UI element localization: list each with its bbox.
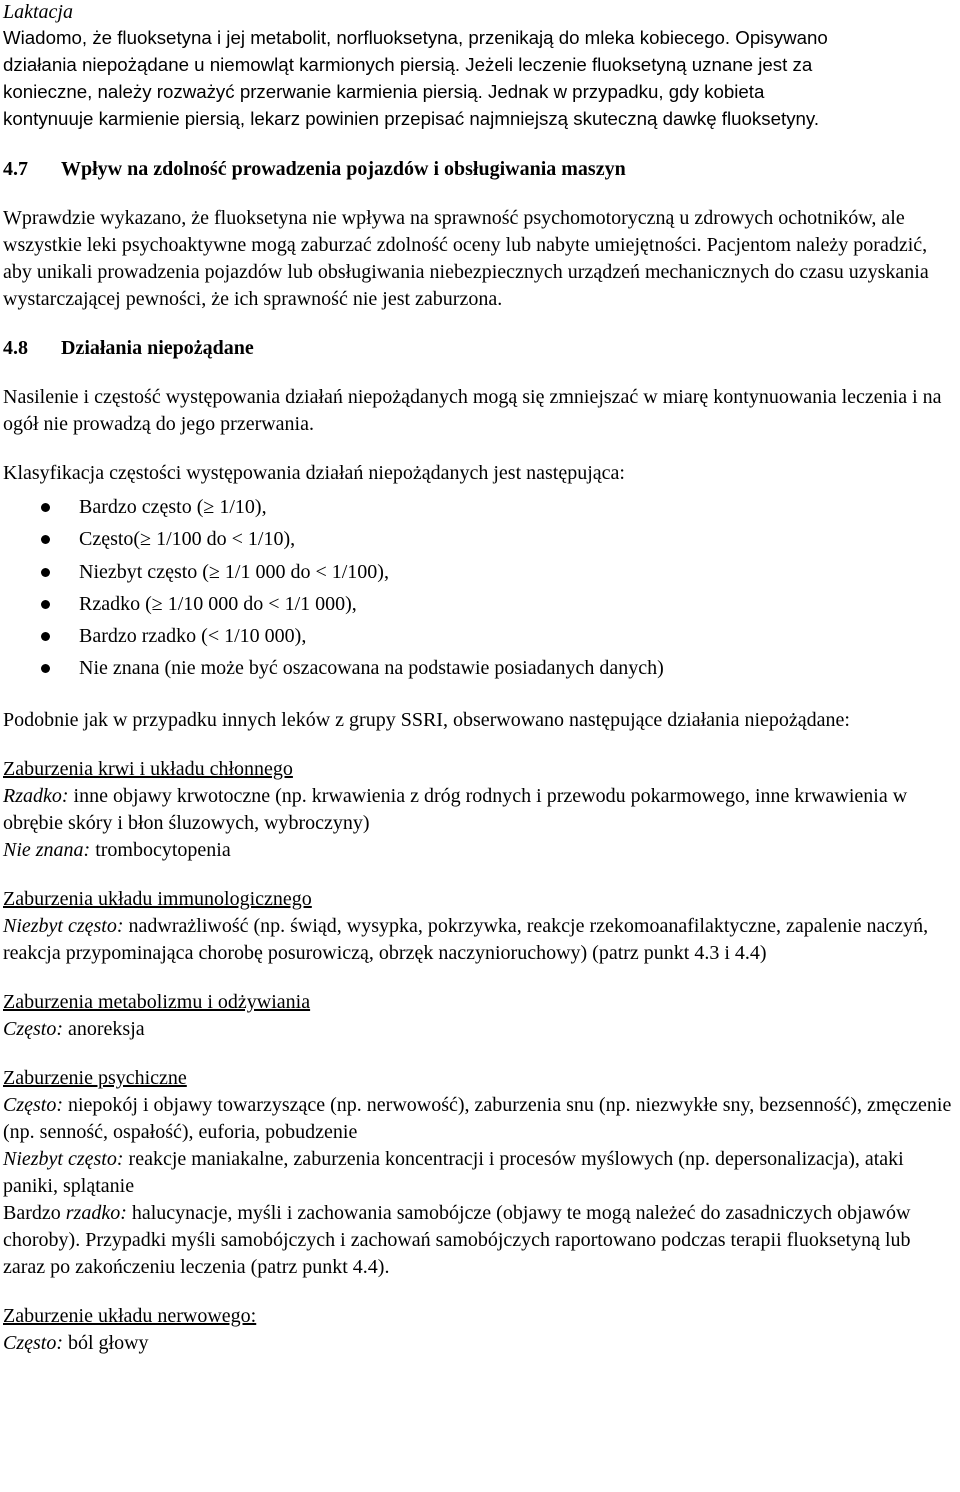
section-number: 4.7 — [3, 158, 28, 180]
adverse-entry — [3, 1146, 954, 1200]
entry-text: halucynacje, myśli i zachowania samobójcze (objawy te mogą należeć do zasadniczych objawów choroby). Przypadki myśli samobójczych i zachowań samobójczych raportowano podczas terapii fluoksetyną lub zaraz po zakończeniu leczenia (patrz punkt 4.4). — [3, 1201, 911, 1278]
list-item: Często(≥ 1/100 do < 1/10), — [3, 523, 954, 555]
lactation-line: kontynuuje karmienie piersią, lekarz powinien przepisać najmniejszą skuteczną dawkę fluoksetyny. — [3, 108, 820, 129]
adverse-entry — [3, 1092, 954, 1146]
entry-text: nadwrażliwość (np. świąd, wysypka, pokrzywka, reakcje rzekomoanafilaktyczne, zapalenie naczyń, reakcja przypominająca chorobę posurowiczą, obrzęk naczynioruchowy) (patrz punkt 4.3 i 4.4) — [3, 914, 929, 964]
classification-intro: Klasyfikacja częstości występowania działań niepożądanych jest następująca: — [3, 462, 625, 484]
section-title: Działania niepożądane — [61, 337, 254, 359]
lactation-line: konieczne, należy rozważyć przerwanie karmienia piersią. Jednak w przypadku, gdy kobieta — [3, 81, 765, 102]
lactation-text — [3, 24, 954, 132]
frequency-label: Często: — [3, 1093, 63, 1116]
section-heading — [3, 156, 954, 183]
section-intro: Nasilenie i częstość występowania działań niepożądanych mogą się zmniejszać w miarę kontynuowania leczenia i na ogół nie prowadzą do jego przerwania. — [3, 386, 942, 435]
frequency-list — [3, 491, 954, 685]
subsection-heading: Zaburzenie psychiczne — [3, 1066, 187, 1089]
entry-text: inne objawy krwotoczne (np. krwawienia z dróg rodnych i przewodu pokarmowego, inne krwawienia w obrębie skóry i błon śluzowych, wybroczyny) — [3, 784, 908, 834]
adverse-entry — [3, 1330, 954, 1357]
list-item: Bardzo często (≥ 1/10), — [3, 491, 954, 523]
psychiatric-disorders — [3, 1065, 954, 1281]
adverse-entry — [3, 837, 954, 864]
section-text: Wprawdzie wykazano, że fluoksetyna nie wpływa na sprawność psychomotoryczną u zdrowych ochotników, ale wszystkie leki psychoaktywne mogą zaburzać zdolność oceny lub nabyte umiejętności. Pacjentom należy poradzić, aby unikali prowadzenia pojazdów lub obsługiwania niebezpiecznych urządzeń mechanicznych do czasu uzyskania wystarczającej pewności, że ich sprawność nie jest zaburzona. — [3, 207, 929, 310]
frequency-label: rzadko: — [65, 1201, 127, 1224]
adverse-entry — [3, 1016, 954, 1043]
subsection-heading: Zaburzenia krwi i układu chłonnego — [3, 757, 293, 780]
entry-text: reakcje maniakalne, zaburzenia koncentracji i procesów myślowych (np. depersonalizacja), ataki paniki, splątanie — [3, 1147, 904, 1197]
entry-text: anoreksja — [63, 1017, 145, 1040]
nervous-disorders — [3, 1303, 954, 1357]
section-4-8 — [3, 335, 954, 1357]
frequency-prefix: Bardzo — [3, 1201, 66, 1224]
subsection-heading: Zaburzenia metabolizmu i odżywiania — [3, 990, 311, 1013]
frequency-label: Niezbyt często: — [3, 914, 124, 937]
section-4-7 — [3, 156, 954, 313]
lactation-line: Wiadomo, że fluoksetyna i jej metabolit, norfluoksetyna, przenikają do mleka kobiecego. Opisywano — [3, 27, 828, 48]
entry-text: trombocytopenia — [90, 838, 231, 861]
section-heading — [3, 335, 954, 362]
frequency-label: Rzadko: — [3, 784, 69, 807]
frequency-label: Nie znana: — [3, 838, 91, 861]
lactation-section — [3, 0, 954, 132]
list-item: Rzadko (≥ 1/10 000 do < 1/1 000), — [3, 588, 954, 620]
lactation-title: Laktacja — [3, 1, 73, 23]
list-item: Bardzo rzadko (< 1/10 000), — [3, 620, 954, 652]
entry-text: ból głowy — [63, 1331, 149, 1354]
adverse-entry — [3, 1200, 954, 1281]
immune-disorders — [3, 886, 954, 967]
section-number: 4.8 — [3, 337, 28, 359]
frequency-label: Często: — [3, 1017, 63, 1040]
section-title: Wpływ na zdolność prowadzenia pojazdów i obsługiwania maszyn — [61, 158, 626, 180]
adverse-entry — [3, 913, 954, 967]
blood-disorders — [3, 756, 954, 864]
subsection-heading: Zaburzenie układu nerwowego: — [3, 1304, 257, 1327]
adverse-entry — [3, 783, 954, 837]
list-item: Nie znana (nie może być oszacowana na podstawie posiadanych danych) — [3, 652, 954, 684]
subsection-heading: Zaburzenia układu immunologicznego — [3, 887, 312, 910]
list-item: Niezbyt często (≥ 1/1 000 do < 1/100), — [3, 556, 954, 588]
frequency-label: Często: — [3, 1331, 63, 1354]
lactation-line: działania niepożądane u niemowląt karmionych piersią. Jeżeli leczenie fluoksetyną uznane jest za — [3, 54, 813, 75]
frequency-label: Niezbyt często: — [3, 1147, 124, 1170]
metabolism-disorders — [3, 989, 954, 1043]
entry-text: niepokój i objawy towarzyszące (np. nerwowość), zaburzenia snu (np. niezwykłe sny, bezsenność), zmęczenie (np. senność, ospałość), euforia, pobudzenie — [3, 1093, 952, 1143]
ssri-intro: Podobnie jak w przypadku innych leków z grupy SSRI, obserwowano następujące działania niepożądane: — [3, 708, 850, 731]
